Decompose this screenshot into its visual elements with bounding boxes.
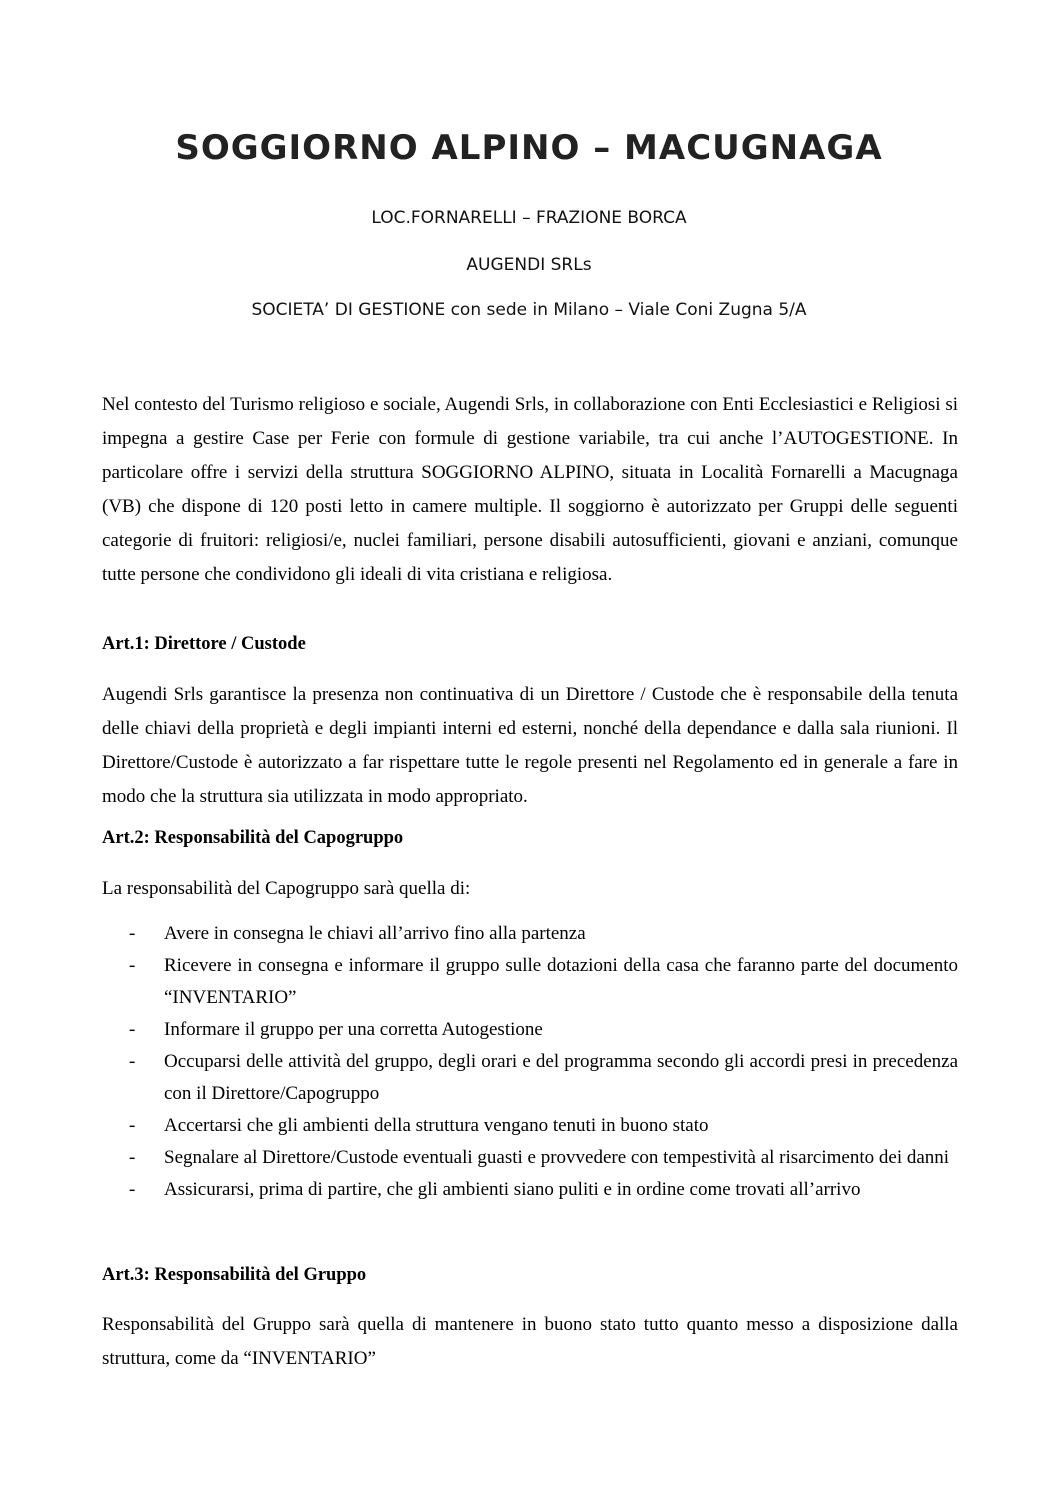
art3-heading: Art.3: Responsabilità del Gruppo bbox=[102, 1265, 367, 1285]
list-item-text: Avere in consegna le chiavi all’arrivo fino alla partenza bbox=[164, 923, 586, 944]
list-item: - Assicurarsi, prima di partire, che gli ambienti siano puliti e in ordine come trovati all’arrivo bbox=[102, 1174, 958, 1206]
list-item: - Ricevere in consegna e informare il gruppo sulle dotazioni della casa che faranno parte del documento “INVENTARIO” bbox=[102, 950, 958, 1014]
list-item: - Informare il gruppo per una corretta Autogestione bbox=[102, 1014, 958, 1046]
art2-intro: La responsabilità del Capogruppo sarà quella di: bbox=[102, 878, 471, 899]
list-item: - Occuparsi delle attività del gruppo, degli orari e del programma secondo gli accordi presi in precedenza con il Direttore/Capogruppo bbox=[102, 1046, 958, 1110]
capogruppo-responsibilities-list bbox=[102, 918, 958, 1206]
intro-paragraph: Nel contesto del Turismo religioso e sociale, Augendi Srls, in collaborazione con Enti Ecclesiastici e Religiosi si impegna a gestire Case per Ferie con formule di gestione variabile, tra cui anche l’AUTOGESTIONE. In particolare offre i servizi della struttura SOGGIORNO ALPINO, situata in Località Fornarelli a Macugnaga (VB) che dispone di 120 posti letto in camere multiple. Il soggiorno è autorizzato per Gruppi delle seguenti categorie di fruitori: religiosi/e, nuclei familiari, persone disabili autosufficienti, giovani e anziani, comunque tutte persone che condividono gli ideali di vita cristiana e religiosa. bbox=[102, 394, 958, 585]
list-item-text: Segnalare al Direttore/Custode eventuali guasti e provvedere con tempestività al risarcimento dei danni bbox=[164, 1147, 950, 1168]
list-item: - Accertarsi che gli ambienti della struttura vengano tenuti in buono stato bbox=[102, 1110, 958, 1142]
list-item: - Avere in consegna le chiavi all’arrivo fino alla partenza bbox=[102, 918, 958, 950]
art1-heading: Art.1: Direttore / Custode bbox=[102, 634, 306, 654]
art1-paragraph: Augendi Srls garantisce la presenza non continuativa di un Direttore / Custode che è responsabile della tenuta delle chiavi della proprietà e degli impianti interni ed esterni, nonché della dependance e dalla sala riunioni. Il Direttore/Custode è autorizzato a far rispettare tutte le regole presenti nel Regolamento ed in generale a fare in modo che la struttura sia utilizzata in modo appropriato. bbox=[102, 684, 958, 807]
list-item-text: Accertarsi che gli ambienti della struttura vengano tenuti in buono stato bbox=[164, 1115, 709, 1136]
list-item-text: Informare il gruppo per una corretta Autogestione bbox=[164, 1019, 543, 1040]
location-line: LOC.FORNARELLI – FRAZIONE BORCA bbox=[371, 208, 687, 228]
art2-heading: Art.2: Responsabilità del Capogruppo bbox=[102, 828, 404, 848]
list-item-text: Ricevere in consegna e informare il gruppo sulle dotazioni della casa che faranno parte del documento “INVENTARIO” bbox=[164, 955, 958, 1008]
list-item: - Segnalare al Direttore/Custode eventuali guasti e provvedere con tempestività al risarcimento dei danni bbox=[102, 1142, 958, 1174]
company-address: SOCIETA’ DI GESTIONE con sede in Milano – Viale Coni Zugna 5/A bbox=[251, 300, 807, 320]
list-item-text: Assicurarsi, prima di partire, che gli ambienti siano puliti e in ordine come trovati all’arrivo bbox=[164, 1179, 861, 1200]
art3-paragraph: Responsabilità del Gruppo sarà quella di mantenere in buono stato tutto quanto messo a disposizione dalla struttura, come da “INVENTARIO” bbox=[102, 1314, 958, 1369]
list-item-text: Occuparsi delle attività del gruppo, degli orari e del programma secondo gli accordi presi in precedenza con il Direttore/Capogruppo bbox=[164, 1051, 958, 1104]
company-name: AUGENDI SRLs bbox=[466, 255, 592, 275]
document-title: SOGGIORNO ALPINO – MACUGNAGA bbox=[175, 128, 883, 168]
